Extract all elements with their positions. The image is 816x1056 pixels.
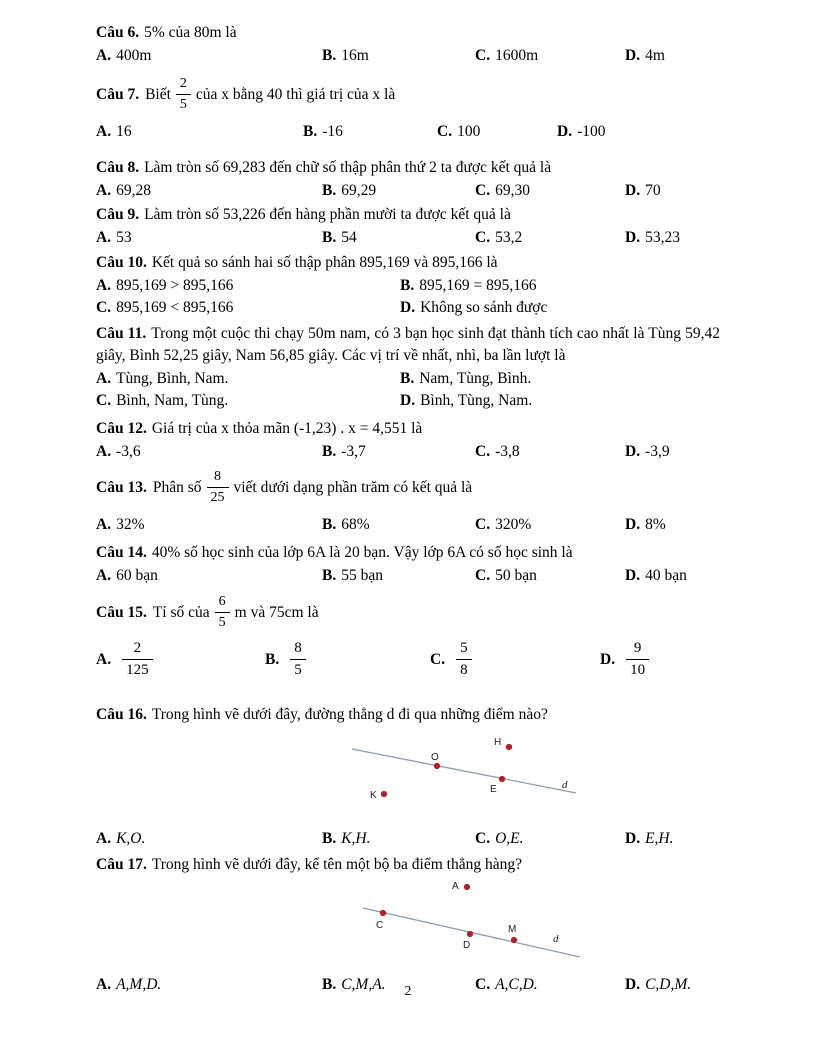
question-17-text: Trong hình vẽ dưới đây, kể tên một bộ ba điểm thẳng hàng? <box>151 856 522 873</box>
option-letter: A. <box>96 370 112 387</box>
question-11-options <box>96 368 720 412</box>
option-text: Bình, Nam, Tùng. <box>116 392 229 409</box>
option-text: 1600m <box>495 47 539 64</box>
question-9-option-b <box>322 227 475 249</box>
option-letter: C. <box>96 392 112 409</box>
option-letter: B. <box>322 567 337 584</box>
question-10-option-c <box>96 297 400 319</box>
question-16-stem <box>96 704 720 726</box>
question-6-option-a <box>96 45 322 67</box>
option-text: 69,28 <box>116 182 151 199</box>
option-text: A,M,D. <box>116 976 162 993</box>
fraction-numerator: 2 <box>122 639 153 660</box>
question-15-option-c <box>430 639 600 680</box>
option-text: C,M,A. <box>341 976 386 993</box>
fraction <box>290 639 306 680</box>
question-15-options <box>96 639 720 680</box>
fraction-denominator: 5 <box>218 615 226 630</box>
page-number: 2 <box>404 984 412 999</box>
option-letter: C. <box>475 567 491 584</box>
option-letter: D. <box>400 392 416 409</box>
question-10 <box>96 252 720 319</box>
option-letter: A. <box>96 650 112 668</box>
option-text: C,D,M. <box>645 976 692 993</box>
fraction <box>456 639 472 680</box>
label-M: M <box>508 924 517 935</box>
label-line-d: d <box>553 933 559 945</box>
question-13-option-a <box>96 514 322 536</box>
question-7-option-a <box>96 121 303 143</box>
question-10-label: Câu 10. <box>96 254 147 271</box>
question-12-stem <box>96 418 720 440</box>
question-10-stem <box>96 252 720 274</box>
question-17 <box>96 854 720 996</box>
question-11-stem <box>96 323 720 367</box>
question-15-option-b <box>265 639 430 680</box>
question-15-option-d <box>600 639 720 680</box>
question-11-option-c <box>96 390 400 412</box>
option-letter: D. <box>625 516 641 533</box>
option-text: 68% <box>341 516 370 533</box>
question-11-option-b <box>400 368 720 390</box>
option-text: 895,169 > 895,166 <box>116 277 234 294</box>
question-15-option-a <box>96 639 265 680</box>
option-letter: B. <box>322 47 337 64</box>
option-letter: A. <box>96 277 112 294</box>
option-letter: A. <box>96 976 112 993</box>
question-17-label: Câu 17. <box>96 856 147 873</box>
question-6 <box>96 22 720 67</box>
question-8-options <box>96 180 720 202</box>
figure-16-svg <box>350 734 600 818</box>
option-letter: A. <box>96 123 112 140</box>
option-letter: D. <box>400 299 416 316</box>
option-letter: D. <box>625 567 641 584</box>
option-letter: B. <box>322 229 337 246</box>
question-9-label: Câu 9. <box>96 206 140 223</box>
fraction-denominator: 8 <box>460 662 468 678</box>
option-text: E,H. <box>645 830 674 847</box>
question-13-text-after: viết dưới dạng phần trăm có kết quả là <box>233 478 473 496</box>
fraction <box>176 75 191 114</box>
option-letter: D. <box>625 976 641 993</box>
point-O <box>434 763 440 769</box>
option-text: Bình, Tùng, Nam. <box>420 392 533 409</box>
question-7-stem <box>96 75 720 114</box>
question-9-text: Làm tròn số 53,226 đến hàng phần mười ta được kết quả là <box>144 206 511 223</box>
option-letter: D. <box>600 650 616 668</box>
figure-17-svg <box>360 878 600 970</box>
option-letter: B. <box>322 830 337 847</box>
point-C <box>380 910 386 916</box>
option-letter: D. <box>625 182 641 199</box>
label-A: A <box>452 881 459 892</box>
question-6-options <box>96 45 720 67</box>
question-11-text: Trong một cuộc thi chạy 50m nam, có 3 bạn học sinh đạt thành tích cao nhất là Tùng 59,42 giây, Bình 52,25 giây, Nam 56,85 giây. Các vị trí về nhất, nhì, ba lần lượt là <box>96 325 720 364</box>
fraction <box>215 593 230 632</box>
question-12-label: Câu 12. <box>96 420 147 437</box>
option-text: 50 bạn <box>495 567 537 584</box>
option-letter: B. <box>265 650 280 668</box>
point-E <box>499 776 505 782</box>
label-line-d: d <box>562 779 568 791</box>
figure-line-d-through-points <box>350 734 600 818</box>
fraction-denominator: 125 <box>126 662 149 678</box>
option-text: -16 <box>322 123 343 140</box>
question-9-option-d <box>625 227 720 249</box>
option-letter: A. <box>96 182 112 199</box>
label-H: H <box>494 737 502 748</box>
fraction-numerator: 2 <box>176 75 191 95</box>
question-14-option-d <box>625 565 720 587</box>
option-text: 4m <box>645 47 665 64</box>
question-10-option-b <box>400 275 720 297</box>
option-letter: A. <box>96 47 112 64</box>
question-14-options <box>96 565 720 587</box>
option-letter: D. <box>625 229 641 246</box>
question-13-label: Câu 13. <box>96 478 147 496</box>
option-letter: A. <box>96 830 112 847</box>
label-C: C <box>376 920 384 931</box>
question-16-option-a <box>96 828 322 850</box>
question-10-options <box>96 275 720 319</box>
option-text: -100 <box>577 123 606 140</box>
question-16 <box>96 704 720 850</box>
question-16-option-c <box>475 828 625 850</box>
fraction-numerator: 6 <box>215 593 230 613</box>
option-text: 70 <box>645 182 661 199</box>
question-12-option-c <box>475 441 625 463</box>
option-text: O,E. <box>495 830 524 847</box>
question-8-option-d <box>625 180 720 202</box>
question-6-option-d <box>625 45 720 67</box>
option-text: 40 bạn <box>645 567 687 584</box>
question-15-text-before: Tỉ số của <box>152 603 210 621</box>
point-A <box>464 884 470 890</box>
option-letter: C. <box>475 229 491 246</box>
option-text: 60 bạn <box>116 567 158 584</box>
label-D: D <box>463 940 471 951</box>
question-15-label: Câu 15. <box>96 603 147 621</box>
question-14-text: 40% số học sinh của lớp 6A là 20 bạn. Vậy lớp 6A có số học sinh là <box>151 544 573 561</box>
option-text: 895,169 = 895,166 <box>419 277 537 294</box>
fraction-denominator: 25 <box>210 490 225 505</box>
option-letter: A. <box>96 443 112 460</box>
question-12-option-a <box>96 441 322 463</box>
fraction-numerator: 8 <box>290 639 306 660</box>
question-6-text: 5% của 80m là <box>144 24 237 41</box>
option-text: 69,29 <box>341 182 377 199</box>
question-15 <box>96 593 720 680</box>
question-16-options <box>96 828 720 850</box>
option-letter: C. <box>475 443 491 460</box>
question-7-option-c <box>437 121 557 143</box>
option-text: 16m <box>341 47 369 64</box>
question-13-text-before: Phân số <box>152 478 202 496</box>
fraction-numerator: 9 <box>626 639 649 660</box>
question-13-options <box>96 514 720 536</box>
question-6-option-b <box>322 45 475 67</box>
option-text: 16 <box>116 123 132 140</box>
question-14-label: Câu 14. <box>96 544 147 561</box>
fraction-denominator: 10 <box>630 662 646 678</box>
question-13-option-d <box>625 514 720 536</box>
option-text: A,C,D. <box>495 976 538 993</box>
question-11-label: Câu 11. <box>96 325 147 342</box>
question-7-option-b <box>303 121 437 143</box>
line-d <box>352 749 576 793</box>
question-11 <box>96 323 720 412</box>
option-text: 100 <box>457 123 481 140</box>
question-11-option-a <box>96 368 400 390</box>
label-K: K <box>370 790 377 801</box>
option-text: -3,8 <box>495 443 520 460</box>
option-text: 32% <box>116 516 145 533</box>
option-letter: B. <box>322 516 337 533</box>
option-letter: C. <box>475 976 491 993</box>
question-13-stem <box>96 468 720 507</box>
option-letter: C. <box>475 182 491 199</box>
question-9-options <box>96 227 720 249</box>
option-letter: A. <box>96 516 112 533</box>
question-17-stem <box>96 854 720 876</box>
option-letter: B. <box>322 182 337 199</box>
question-14-option-c <box>475 565 625 587</box>
question-8-stem <box>96 157 720 179</box>
question-9-option-c <box>475 227 625 249</box>
option-letter: C. <box>475 830 491 847</box>
question-9-stem <box>96 204 720 226</box>
question-14-stem <box>96 542 720 564</box>
question-13-option-c <box>475 514 625 536</box>
option-letter: D. <box>625 47 641 64</box>
option-letter: C. <box>96 299 112 316</box>
question-12-option-d <box>625 441 720 463</box>
option-text: 53 <box>116 229 132 246</box>
option-letter: B. <box>400 277 415 294</box>
question-12 <box>96 418 720 463</box>
option-letter: B. <box>322 976 337 993</box>
option-text: -3,7 <box>341 443 366 460</box>
question-10-text: Kết quả so sánh hai số thập phân 895,169 và 895,166 là <box>151 254 498 271</box>
question-8-option-b <box>322 180 475 202</box>
option-text: 53,2 <box>495 229 523 246</box>
question-16-text: Trong hình vẽ dưới đây, đường thẳng d đi qua những điểm nào? <box>151 706 548 723</box>
fraction <box>122 639 153 680</box>
question-6-label: Câu 6. <box>96 24 140 41</box>
option-text: 895,169 < 895,166 <box>116 299 234 316</box>
label-O: O <box>431 752 439 763</box>
fraction-denominator: 5 <box>179 97 187 112</box>
fraction-numerator: 5 <box>456 639 472 660</box>
question-7 <box>96 75 720 143</box>
question-8-label: Câu 8. <box>96 159 140 176</box>
option-text: 54 <box>341 229 357 246</box>
question-7-text-before: Biết <box>145 85 171 103</box>
fraction-numerator: 8 <box>207 468 229 488</box>
question-14 <box>96 542 720 587</box>
option-letter: C. <box>430 650 446 668</box>
question-12-options <box>96 441 720 463</box>
question-12-text: Giá trị của x thỏa mãn (-1,23) . x = 4,551 là <box>151 420 423 437</box>
question-14-option-b <box>322 565 475 587</box>
option-letter: C. <box>475 516 491 533</box>
question-7-option-d <box>557 121 720 143</box>
option-letter: C. <box>475 47 491 64</box>
option-text: -3,6 <box>116 443 141 460</box>
option-letter: B. <box>303 123 318 140</box>
question-16-option-d <box>625 828 720 850</box>
question-14-option-a <box>96 565 322 587</box>
option-text: 53,23 <box>645 229 680 246</box>
option-text: K,O. <box>116 830 146 847</box>
fraction <box>207 468 229 507</box>
option-text: 8% <box>645 516 666 533</box>
question-13 <box>96 468 720 536</box>
option-text: K,H. <box>341 830 371 847</box>
question-9-option-a <box>96 227 322 249</box>
label-E: E <box>490 784 497 795</box>
question-10-option-a <box>96 275 400 297</box>
question-6-option-c <box>475 45 625 67</box>
option-letter: D. <box>557 123 573 140</box>
question-10-option-d <box>400 297 720 319</box>
option-letter: D. <box>625 830 641 847</box>
question-8-text: Làm tròn số 69,283 đến chữ số thập phân thứ 2 ta được kết quả là <box>144 159 552 176</box>
option-text: 55 bạn <box>341 567 383 584</box>
question-16-label: Câu 16. <box>96 706 147 723</box>
question-8 <box>96 157 720 202</box>
option-text: 69,30 <box>495 182 530 199</box>
option-text: 320% <box>495 516 532 533</box>
question-7-text-after: của x bằng 40 thì giá trị của x là <box>195 85 396 103</box>
question-8-option-c <box>475 180 625 202</box>
option-text: -3,9 <box>645 443 670 460</box>
option-letter: B. <box>400 370 415 387</box>
question-15-stem <box>96 593 720 632</box>
point-H <box>506 744 512 750</box>
option-text: 400m <box>116 47 152 64</box>
question-7-label: Câu 7. <box>96 85 140 103</box>
option-letter: C. <box>437 123 453 140</box>
point-M <box>511 937 517 943</box>
option-letter: A. <box>96 567 112 584</box>
question-15-text-after: m và 75cm là <box>234 603 319 621</box>
question-16-option-b <box>322 828 475 850</box>
fraction-denominator: 5 <box>294 662 302 678</box>
option-letter: D. <box>625 443 641 460</box>
question-6-stem <box>96 22 720 44</box>
question-13-option-b <box>322 514 475 536</box>
question-11-option-d <box>400 390 720 412</box>
point-D <box>467 931 473 937</box>
option-text: Không so sánh được <box>420 299 548 316</box>
option-text: Tùng, Bình, Nam. <box>116 370 229 387</box>
question-7-options <box>96 121 720 143</box>
question-8-option-a <box>96 180 322 202</box>
option-text: Nam, Tùng, Bình. <box>419 370 532 387</box>
question-9 <box>96 204 720 249</box>
point-K <box>381 791 387 797</box>
option-letter: B. <box>322 443 337 460</box>
option-letter: A. <box>96 229 112 246</box>
figure-collinear-points <box>360 878 600 970</box>
question-12-option-b <box>322 441 475 463</box>
fraction <box>626 639 649 680</box>
